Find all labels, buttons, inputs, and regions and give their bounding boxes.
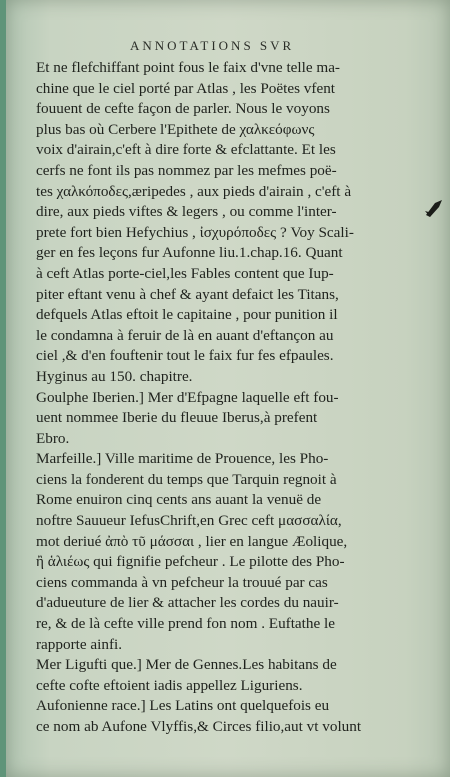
book-page xyxy=(6,0,450,777)
text-line: ciens commanda à vn pefcheur la trouué par cas xyxy=(36,573,328,591)
text-line: ἢ ἁλιέως qui fignifie pefcheur . Le pilotte des Pho- xyxy=(36,553,345,571)
text-line: prete fort bien Hefychius , ἰσχυρόποδες ? Voy Scali- xyxy=(36,223,354,241)
text-line: chine que le ciel porté par Atlas , les Poëtes vfent xyxy=(36,79,336,97)
text-line: ciel ,& d'en fouftenir tout le faix fur fes efpaules. xyxy=(36,347,334,365)
text-line: cerfs ne font ils pas nommez par les mefmes poë- xyxy=(36,161,337,179)
text-line: Rome enuiron cinq cents ans auant la venuë de xyxy=(36,491,322,509)
text-line: re, & de là cefte ville prend fon nom . Euftathe le xyxy=(36,615,335,633)
text-line: ger en fes leçons fur Aufonne liu.1.chap.16. Quant xyxy=(36,244,343,262)
text-line: Et ne flefchiffant point fous le faix d'vne telle ma- xyxy=(36,59,340,76)
text-line: cefte cofte eftoient iadis appellez Liguriens. xyxy=(36,676,303,694)
text-line: piter eftant venu à chef & ayant defaict les Titans, xyxy=(36,285,339,303)
text-line: plus bas où Cerbere l'Epithete de χαλκεόφωνς xyxy=(36,120,315,138)
running-head: ANNOTATIONS SVR xyxy=(130,38,295,53)
text-line: ciens la fonderent du temps que Tarquin regnoit à xyxy=(36,470,337,488)
text-line: defquels Atlas eftoit le capitaine , pour punition il xyxy=(36,306,338,324)
text-line: Hyginus au 150. chapitre. xyxy=(36,367,193,385)
text-line: Marfeille.] Ville maritime de Prouence, les Pho- xyxy=(36,450,329,468)
text-line: Goulphe Iberien.] Mer d'Efpagne laquelle eft fou- xyxy=(36,388,339,406)
text-line: ce nom ab Aufone Vlyffis,& Circes filio,aut vt volunt xyxy=(36,718,362,735)
text-line: le condamna à feruir de là en auant d'eftançon au xyxy=(36,326,334,344)
text-line: noftre Sauueur IefusChrift,en Grec ceft μασσαλία, xyxy=(36,512,342,530)
text-line: dire, aux pieds viftes & legers , ou comme l'inter- xyxy=(36,203,337,221)
text-line: fouuent de cefte façon de parler. Nous le voyons xyxy=(36,100,330,118)
text-line: mot deriué ἀπὸ τῦ μάσσαι , lier en langue Æolique, xyxy=(36,532,348,550)
page-text xyxy=(36,58,436,738)
text-line: Ebro. xyxy=(36,429,70,447)
text-line: Aufonienne race.] Les Latins ont quelquefois eu xyxy=(36,697,330,715)
text-line: d'adueuture de lier & attacher les cordes du nauir- xyxy=(36,594,339,612)
text-line: rapporte ainfi. xyxy=(36,635,123,653)
text-line: voix d'airain,c'eft à dire forte & efclattante. Et les xyxy=(36,141,336,159)
text-line: Mer Ligufti que.] Mer de Gennes.Les habitans de xyxy=(36,656,337,674)
text-line: à ceft Atlas porte-ciel,les Fables content que Iup- xyxy=(36,264,334,282)
text-line: uent nommee Iberie du fleuue Iberus,à prefent xyxy=(36,409,318,427)
text-line: tes χαλκόποδες,æripedes , aux pieds d'airain , c'eft à xyxy=(36,182,352,200)
